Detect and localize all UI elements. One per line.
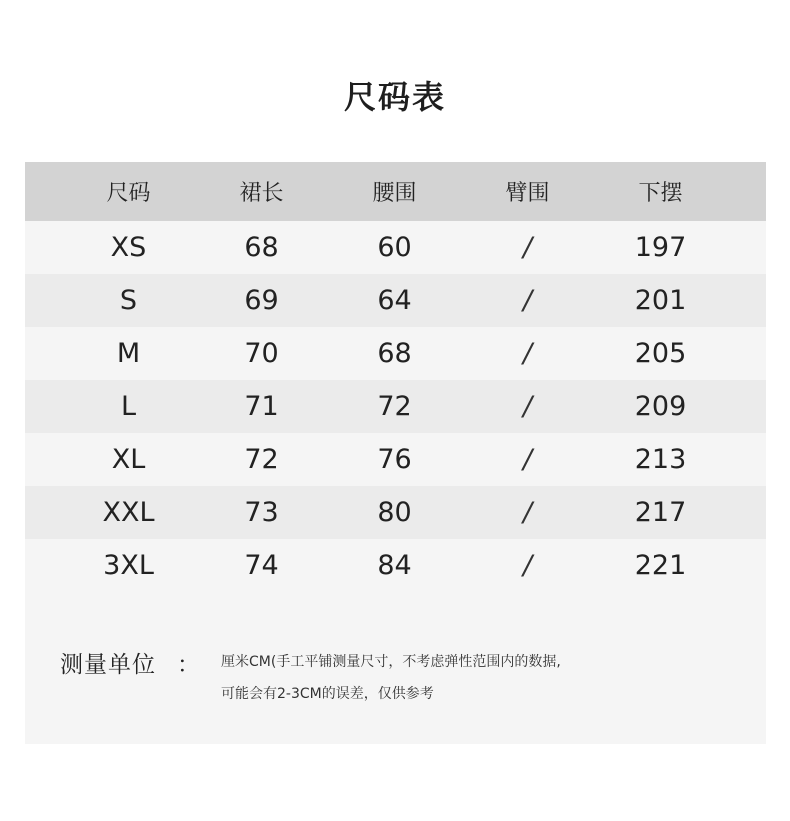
cell-hem: 221 [634, 550, 687, 581]
cell-skirt-length: 70 [244, 338, 279, 369]
cell-hem: 205 [634, 338, 687, 369]
cell-waist: 72 [377, 391, 412, 422]
header-hem: 下摆 [638, 181, 683, 206]
cell-arm: / [522, 550, 533, 581]
cell-waist: 64 [377, 285, 412, 316]
cell-arm: / [522, 232, 533, 263]
cell-hem: 201 [634, 285, 687, 316]
cell-waist: 84 [377, 550, 412, 581]
cell-arm: / [522, 338, 533, 369]
header-size: 尺码 [106, 181, 151, 206]
measurement-unit-colon: ： [177, 652, 200, 678]
header-skirt-length: 裙长 [239, 181, 284, 206]
cell-arm: / [522, 444, 533, 475]
cell-hem: 217 [634, 497, 687, 528]
cell-hem: 209 [634, 391, 687, 422]
table-row [25, 380, 766, 433]
table-row [25, 539, 766, 592]
cell-size: XL [111, 444, 146, 475]
cell-size: S [119, 285, 138, 316]
cell-skirt-length: 74 [244, 550, 279, 581]
cell-arm: / [522, 497, 533, 528]
cell-arm: / [522, 285, 533, 316]
cell-size: XXL [102, 497, 155, 528]
cell-skirt-length: 68 [244, 232, 279, 263]
cell-waist: 68 [377, 338, 412, 369]
header-arm: 臂围 [505, 181, 550, 206]
table-row [25, 486, 766, 539]
cell-skirt-length: 69 [244, 285, 279, 316]
cell-hem: 213 [634, 444, 687, 475]
cell-waist: 80 [377, 497, 412, 528]
header-waist: 腰围 [372, 181, 417, 206]
measurement-note-line-2: 可能会有2-3CM的误差，仅供参考 [221, 686, 434, 702]
cell-size: M [116, 338, 141, 369]
cell-size: L [120, 391, 137, 422]
cell-waist: 60 [377, 232, 412, 263]
cell-size: 3XL [103, 550, 154, 581]
cell-arm: / [522, 391, 533, 422]
cell-hem: 197 [634, 232, 687, 263]
cell-skirt-length: 71 [244, 391, 279, 422]
cell-skirt-length: 73 [244, 497, 279, 528]
measurement-unit-label: 测量单位 [60, 652, 156, 678]
cell-waist: 76 [377, 444, 412, 475]
table-row [25, 221, 766, 274]
size-chart-panel [25, 162, 766, 744]
table-header-row [25, 162, 766, 221]
cell-size: XS [110, 232, 147, 263]
cell-skirt-length: 72 [244, 444, 279, 475]
table-row [25, 433, 766, 486]
table-row [25, 274, 766, 327]
page-title: 尺码表 [343, 78, 446, 116]
table-row [25, 327, 766, 380]
measurement-note-line-1: 厘米CM(手工平铺测量尺寸，不考虑弹性范围内的数据, [221, 654, 561, 670]
